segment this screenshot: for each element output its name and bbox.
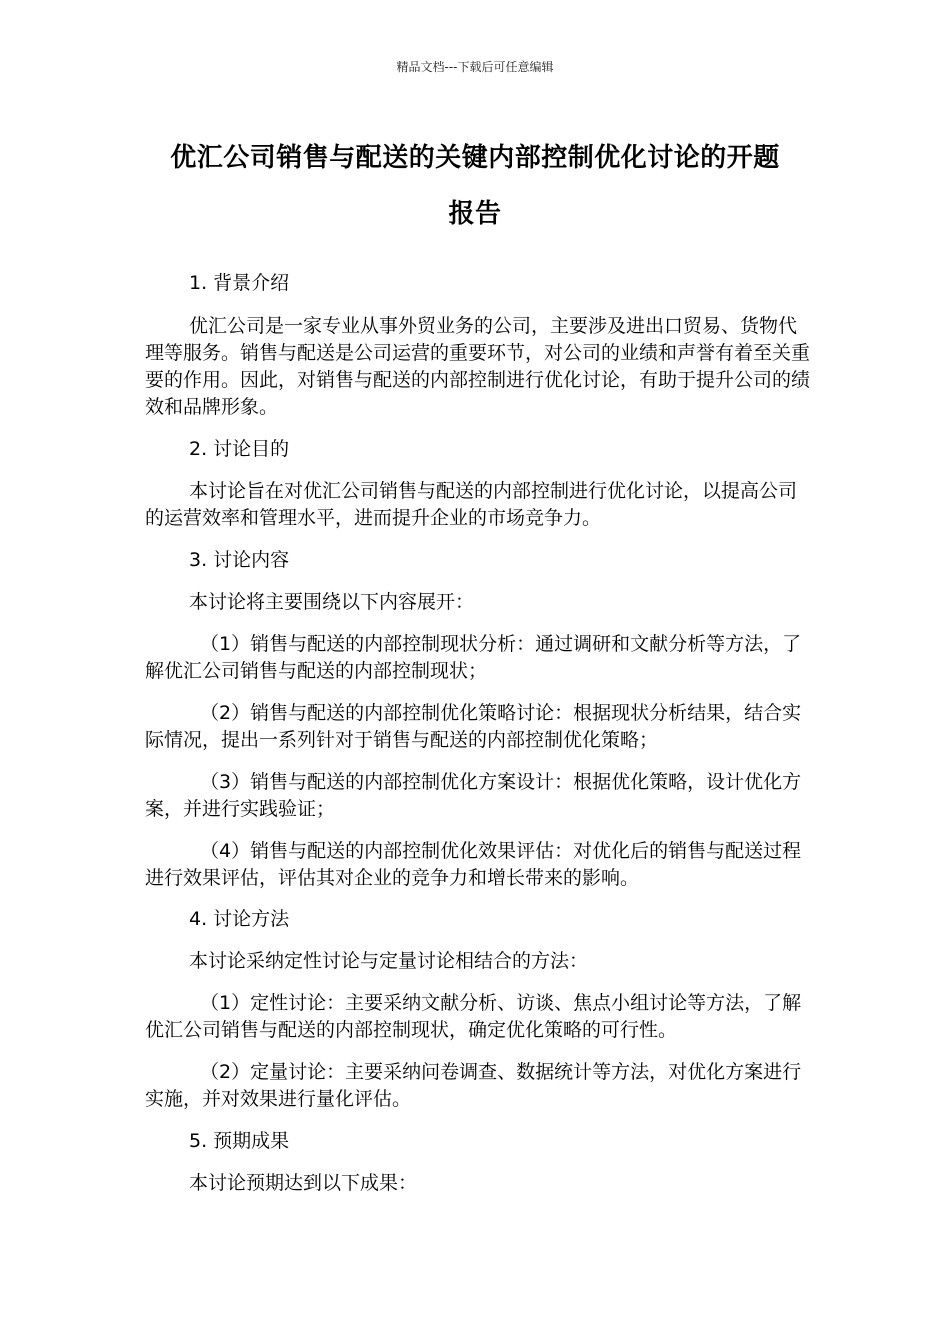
list-item: （2）销售与配送的内部控制优化策略讨论：根据现状分析结果，结合实际情况，提出一系列针对于销售与配送的内部控制优化策略； [145,702,802,751]
document-title-line-2: 报告 [448,199,502,229]
list-item: （4）销售与配送的内部控制优化效果评估：对优化后的销售与配送过程进行效果评估，评估其对企业的竞争力和增长带来的影响。 [145,840,802,889]
section-heading-outcomes: 5. 预期成果 [189,1130,290,1152]
section-intro-methods: 本讨论采纳定性讨论与定量讨论相结合的方法： [189,950,589,972]
section-heading-purpose: 2. 讨论目的 [189,438,290,460]
page-header: 精品文档---下载后可任意编辑 [396,60,554,74]
section-paragraph-purpose: 本讨论旨在对优汇公司销售与配送的内部控制进行优化讨论，以提高公司的运营效率和管理水平，进而提升企业的市场竞争力。 [145,480,798,529]
list-item: （1）销售与配送的内部控制现状分析：通过调研和文献分析等方法，了解优汇公司销售与配送的内部控制现状； [145,633,802,682]
section-intro-content: 本讨论将主要围绕以下内容展开： [189,591,475,613]
section-heading-background: 1. 背景介绍 [189,272,290,294]
document-title-line-1: 优汇公司销售与配送的关键内部控制优化讨论的开题 [170,143,780,173]
list-item: （3）销售与配送的内部控制优化方案设计：根据优化策略，设计优化方案，并进行实践验证； [145,771,802,820]
section-heading-methods: 4. 讨论方法 [189,908,290,930]
section-paragraph-background: 优汇公司是一家专业从事外贸业务的公司，主要涉及进出口贸易、货物代理等服务。销售与配送是公司运营的重要环节，对公司的业绩和声誉有着至关重要的作用。因此，对销售与配送的内部控制进行优化讨论，有助于提升公司的绩效和品牌形象。 [145,315,811,418]
list-item: （1）定性讨论：主要采纳文献分析、访谈、焦点小组讨论等方法，了解优汇公司销售与配送的内部控制现状，确定优化策略的可行性。 [145,992,802,1041]
section-heading-content: 3. 讨论内容 [189,549,290,571]
section-intro-outcomes: 本讨论预期达到以下成果： [189,1172,418,1194]
list-item: （2）定量讨论：主要采纳问卷调查、数据统计等方法，对优化方案进行实施，并对效果进行量化评估。 [145,1061,802,1110]
